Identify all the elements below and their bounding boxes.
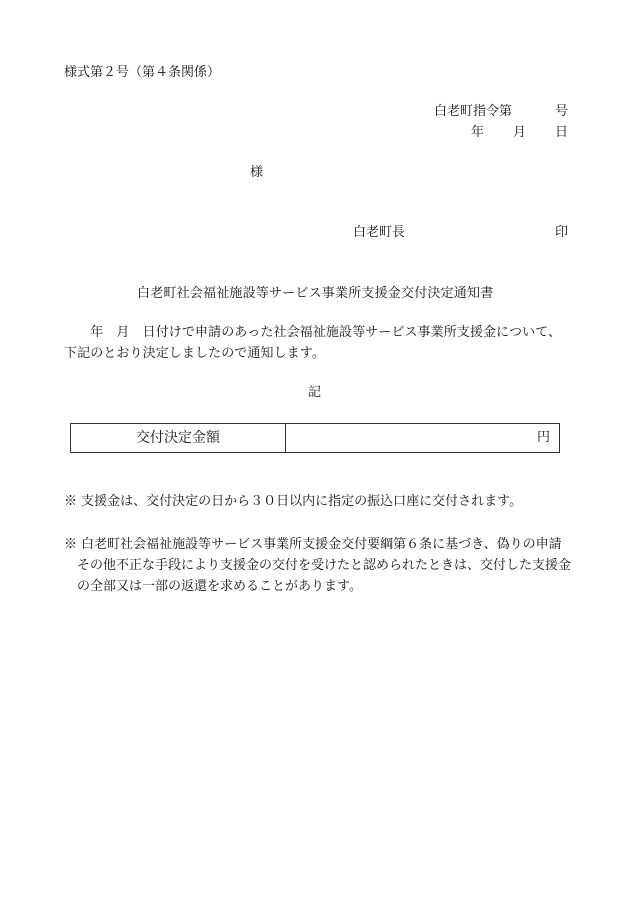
form-number: 様式第２号（第４条関係） xyxy=(64,65,221,80)
date-day-label: 日 xyxy=(554,125,568,140)
note-transfer: ※ 支援金は、交付決定の日から３０日以内に指定の振込口座に交付されます。 xyxy=(64,494,523,509)
note-refund: ※ 白老町社会福祉施設等サービス事業所支援金交付要綱第６条に基づき、偽りの申請その他不正な手段により支援金の交付を受けたと認められたときは、交付した支援金の全部又は一部の返還を求めることがあります。 xyxy=(64,537,572,594)
document-number xyxy=(434,103,568,121)
issuer-title: 白老町長 xyxy=(353,225,406,240)
document-number-suffix: 号 xyxy=(554,104,568,119)
amount-label: 交付決定金額 xyxy=(71,424,286,453)
ki-heading: 記 xyxy=(308,385,322,400)
amount-table xyxy=(70,423,560,453)
recipient-honorific: 様 xyxy=(250,165,264,180)
date-year-label: 年 xyxy=(471,125,485,140)
amount-unit: 円 xyxy=(536,430,550,445)
date-month-label: 月 xyxy=(513,125,527,140)
document-number-prefix: 白老町指令第 xyxy=(434,104,513,119)
issuer-seal: 印 xyxy=(555,225,569,240)
document-body: 年 月 日付けで申請のあった社会福祉施設等サービス事業所支援金について、下記のとおり決定しましたので通知します。 xyxy=(64,325,562,361)
amount-row xyxy=(71,424,560,453)
amount-value xyxy=(286,424,560,453)
document-title: 白老町社会福祉施設等サービス事業所支援金交付決定通知書 xyxy=(137,286,494,301)
